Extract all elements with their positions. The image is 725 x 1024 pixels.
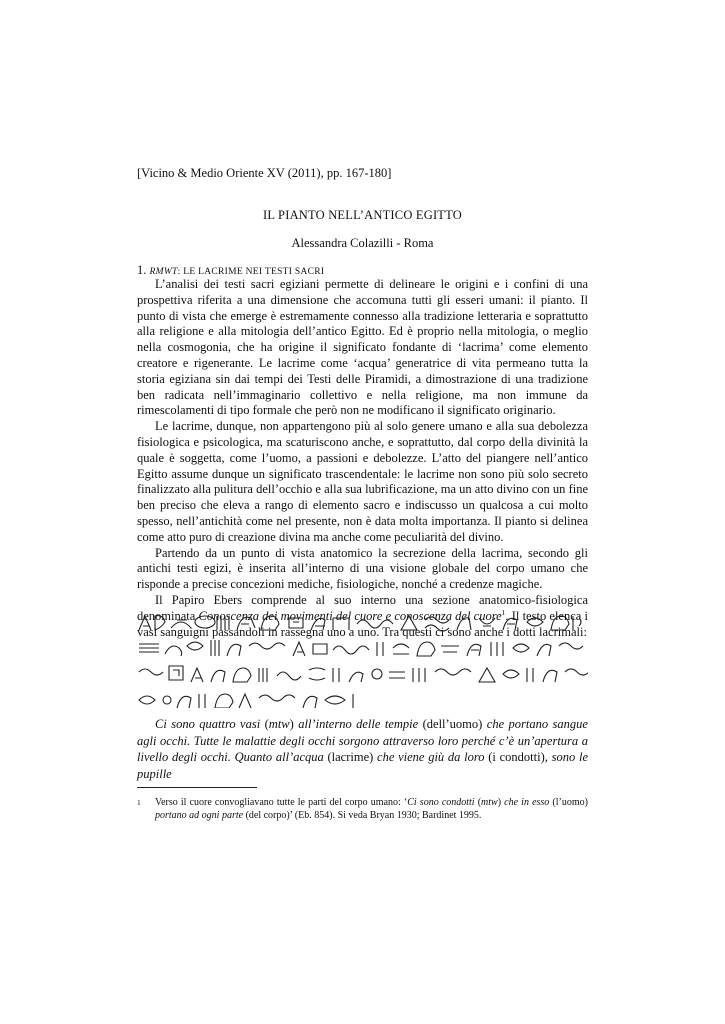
hieroglyphic-text — [137, 608, 588, 708]
body-text — [137, 277, 588, 640]
translation-part: (dell’uomo) — [418, 717, 487, 731]
paragraph-4-end: . Il testo elenca i vasi sanguigni passandoli in rassegna uno a uno. Tra questi ci sono anche i dotti lacrimali: — [137, 608, 588, 639]
footnote — [137, 796, 588, 822]
article-title: IL PIANTO NELL’ANTICO EGITTO — [263, 208, 462, 222]
section-keyword: RMWT — [149, 267, 178, 277]
footnote-part: ( — [474, 797, 482, 808]
paragraph-3: Partendo da un punto di vista anatomico la secrezione della lacrima, secondo gli antichi testi egizi, è inserita all’interno di una visione globale del corpo umano che risponde a precise concezioni mediche, fisiologiche, nonché a credenze magiche. — [137, 545, 588, 592]
translation-part: (lacrime) — [323, 750, 378, 764]
translation-part: (i condotti) — [484, 750, 545, 764]
hieroglyph-glyphs — [137, 608, 588, 708]
footnote-separator — [137, 787, 257, 788]
section-title: : LE LACRIME NEI TESTI SACRI — [177, 267, 325, 277]
hieroglyph-row-4 — [139, 694, 353, 708]
paragraph-1: L’analisi dei testi sacri egiziani permette di delineare le origini e i confini di una prospettiva riferita a una dimensione che accomuna tutti gli esseri umani: il pianto. Il punto di vista che emerge è estremamente connesso alla tradizione letteraria e soprattutto alla religione e alla mitologia dell’antico Egitto. Ed è proprio nella mitologia, o meglio nella cosmogonia, che ha origine il significato fondante di ‘lacrima’ come elemento creatore e rigenerante. Le lacrime come ‘acqua’ generatrice di vita permeano tutta la storia egiziana sin dai tempi dei Testi delle Piramidi, a dimostrazione di una tradizione ben radicata nell’immaginario collettivo e nella religione, ma non immune da rimescolamenti di tipo formale che però non ne modificano il significato originario. — [137, 277, 588, 418]
hieroglyph-row-1 — [139, 616, 581, 631]
section-heading — [137, 263, 324, 278]
translation-part: ) — [289, 717, 299, 731]
hieroglyph-row-3 — [139, 666, 588, 682]
paragraph-2: Le lacrime, dunque, non appartengono più al solo genere umano e alla sua debolezza fisiologica e psicologica, ma scaturiscono anche, e soprattutto, dal corpo della divinità la quale è soggetta, come l’uomo, a passioni e debolezze. L’atto del piangere nell’antico Egitto assume dunque un significato trascendentale: le lacrime non sono più solo secreto finalizzato alla pulitura dell’occhio e alla sua lubrificazione, ma un atto divino con un fine ben preciso che eleva a rango di elemento sacro e indiscusso un qualcosa a cui molto spesso, nell’antichità come nel presente, non è data molta importanza. Il pianto si delinea come atto puro di creazione divina ma anche come peculiarità del divino. — [137, 419, 588, 544]
translation-part: ( — [260, 717, 269, 731]
translation-part: all’interno delle tempie — [298, 717, 419, 731]
footnote-part: ) — [497, 797, 505, 808]
translation-part: Ci sono quattro vasi — [155, 717, 261, 731]
hieroglyph-row-2 — [139, 640, 583, 656]
translation-paragraph — [137, 716, 588, 782]
footnote-text — [155, 796, 588, 822]
footnote-part: (l’uomo) — [549, 797, 588, 808]
translation-part: che portano sangue agli occhi. Tutte le malattie degli occhi sorgono attraverso loro perché c’è un’apertura a livello degli occhi. Quanto all’acqua — [137, 717, 588, 764]
translation-part: che viene giù da loro — [377, 750, 485, 764]
section-number: 1. — [137, 263, 150, 277]
translation-part: mtw — [268, 717, 290, 731]
paragraph-4-start: Il Papiro Ebers comprende al suo interno una sezione anatomico-fisiologica denominata — [137, 592, 588, 623]
papyrus-section-title: Conoscenza dei movimenti del cuore e conoscenza del cuore — [198, 608, 502, 623]
footnote-part: Verso il cuore convogliavano tutte le parti del corpo umano: ‘ — [155, 797, 408, 808]
footnote-part: portano ad ogni parte — [155, 810, 244, 821]
translation-text — [137, 716, 588, 782]
journal-citation: [Vicino & Medio Oriente XV (2011), pp. 167-180] — [137, 166, 392, 180]
footnote-part: che in esso — [504, 797, 550, 808]
footnote-part: mtw — [481, 797, 498, 808]
article-author: Alessandra Colazilli - Roma — [291, 236, 434, 250]
footnote-part: (del corpo)’ (Eb. 854). Si veda Bryan 1930; Bardinet 1995. — [243, 810, 482, 821]
translation-part: , sono le pupille — [137, 750, 588, 781]
footnote-part: Ci sono condotti — [407, 797, 475, 808]
footnote-ref[interactable]: 1 — [501, 607, 506, 617]
footnote-number: 1 — [137, 798, 141, 807]
